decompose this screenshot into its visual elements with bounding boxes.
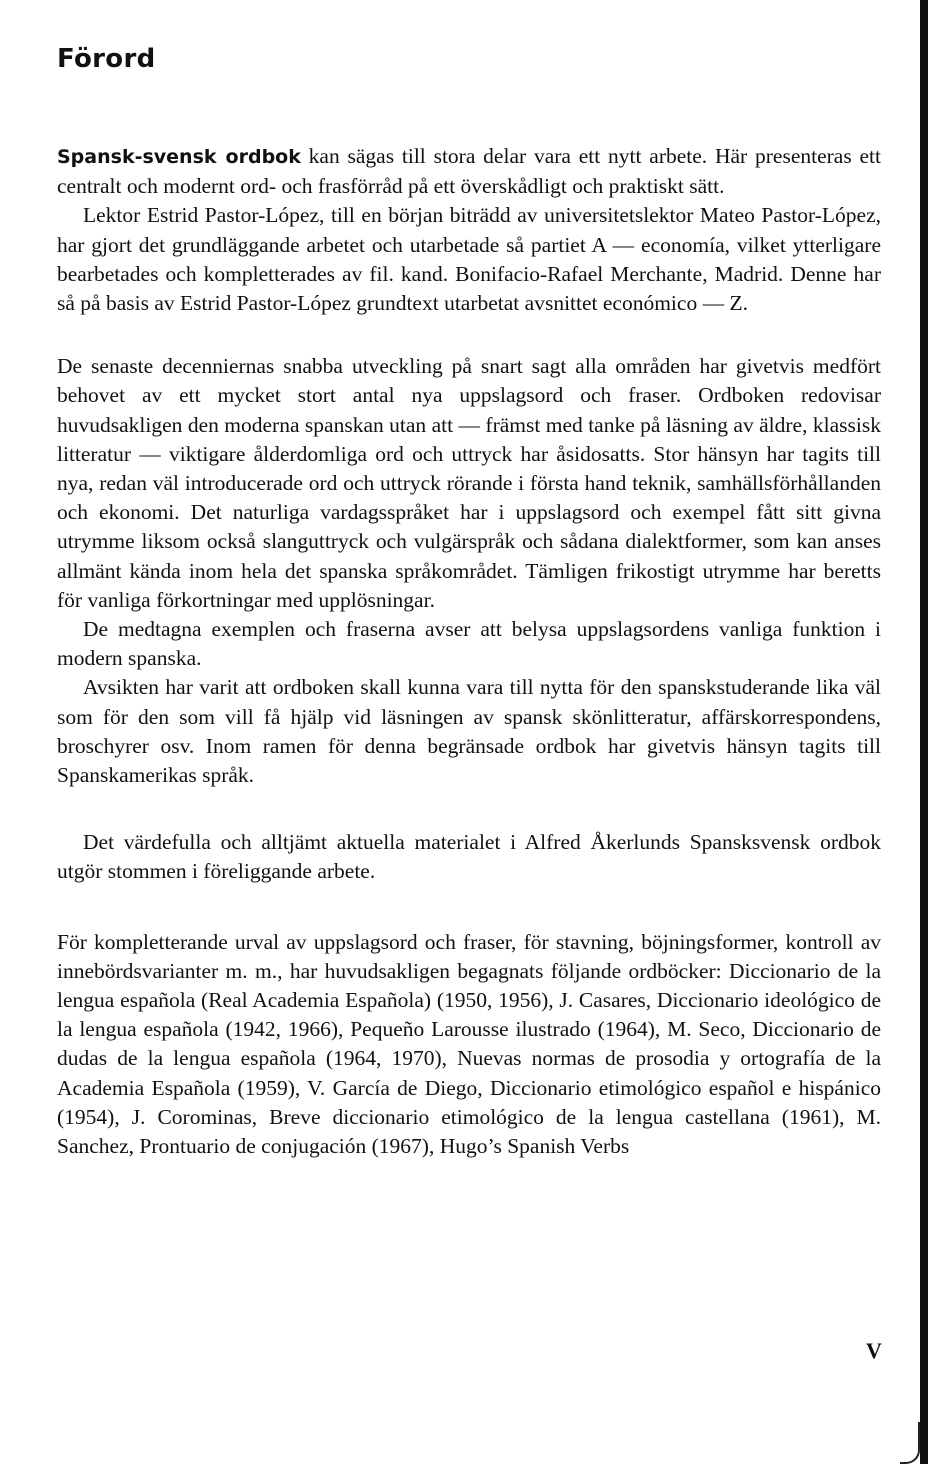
paragraph-intro xyxy=(57,142,881,201)
paragraph-development: De senaste decenniernas snabba utveckling på snart sagt alla områden har givetvis medfört behovet av ett mycket stort antal nya uppslagsord och fraser. Ordboken redovisar huvudsakligen den moderna spanskan utan att — främst med tanke på läsning av äldre, klassisk litteratur — viktigare ålderdomliga ord och uttryck har åsidosatts. Stor hänsyn har tagits till nya, redan väl introducerade ord och uttryck rörande i första hand teknik, samhällsförhållanden och ekonomi. Det naturliga vardagsspråket har i uppslagsord och exempel fått sitt givna utrymme liksom också slanguttryck och vulgärspråk och sådana dialektformer, som kan anses allmänt kända inom hela det spanska språkområdet. Tämligen frikostigt utrymme har beretts för vanliga förkortningar med upplösningar. xyxy=(57,354,881,612)
book-title-lead: Spansk-svensk ordbok xyxy=(57,146,301,168)
paragraph-references: För kompletterande urval av uppslagsord och fraser, för stavning, böjningsformer, kontroll av innebördsvarianter m. m., har huvudsakligen begagnats följande ordböcker: Diccionario de la lengua española (Real Academia Española) (1950, 1956), J. Casares, Diccionario ideológico de la lengua española (1942, 1966), Pequeño Larousse ilustrado (1964), M. Seco, Diccionario de dudas de la lengua española (1964, 1970), Nuevas normas de prosodia y ortografía de la Academia Española (1959), V. García de Diego, Diccionario etimológico español e hispánico (1954), J. Corominas, Breve diccionario etimológico de la lengua castellana (1961), M. Sanchez, Prontuario de conjugación (1967), Hugo’s Spanish Verbs xyxy=(57,929,881,1159)
paragraph-examples: De medtagna exemplen och fraserna avser att belysa uppslagsordens vanliga funktion i modern spanska. xyxy=(57,617,881,671)
page-edge-shadow xyxy=(920,0,928,1464)
paragraph-source-material: Det värdefulla och alltjämt aktuella materialet i Alfred Åkerlunds Spansksvensk ordbok utgör stommen i föreliggande arbete. xyxy=(57,830,881,884)
paragraph-text: kan sägas till stora delar vara ett nytt arbete. Här presenteras ett centralt och modernt ord- och frasförråd på ett överskådligt och praktiskt sätt. xyxy=(57,144,881,199)
page-number: V xyxy=(866,1338,882,1363)
preface-body xyxy=(57,142,881,1161)
paragraph-purpose: Avsikten har varit att ordboken skall kunna vara till nytta för den spanskstuderande lika väl som för den som vill få hjälp vid läsningen av spansk skönlitteratur, affärskorrespondens, broschyrer osv. Inom ramen för denna begränsade ordbok har givetvis hänsyn tagits till Spanskamerikas språk. xyxy=(57,675,881,788)
page-heading: Förord xyxy=(57,44,156,74)
paragraph-authors: Lektor Estrid Pastor-López, till en början biträdd av universitetslektor Mateo Pastor-López, har gjort det grundläggande arbetet och utarbetade så partiet A — economía, vilket ytterligare bearbetades och kompletterades av fil. kand. Bonifacio-Rafael Merchante, Madrid. Denne har så på basis av Estrid Pastor-López grundtext utarbetat avsnittet económico — Z. xyxy=(57,203,881,316)
page-corner-curl xyxy=(900,1422,920,1464)
